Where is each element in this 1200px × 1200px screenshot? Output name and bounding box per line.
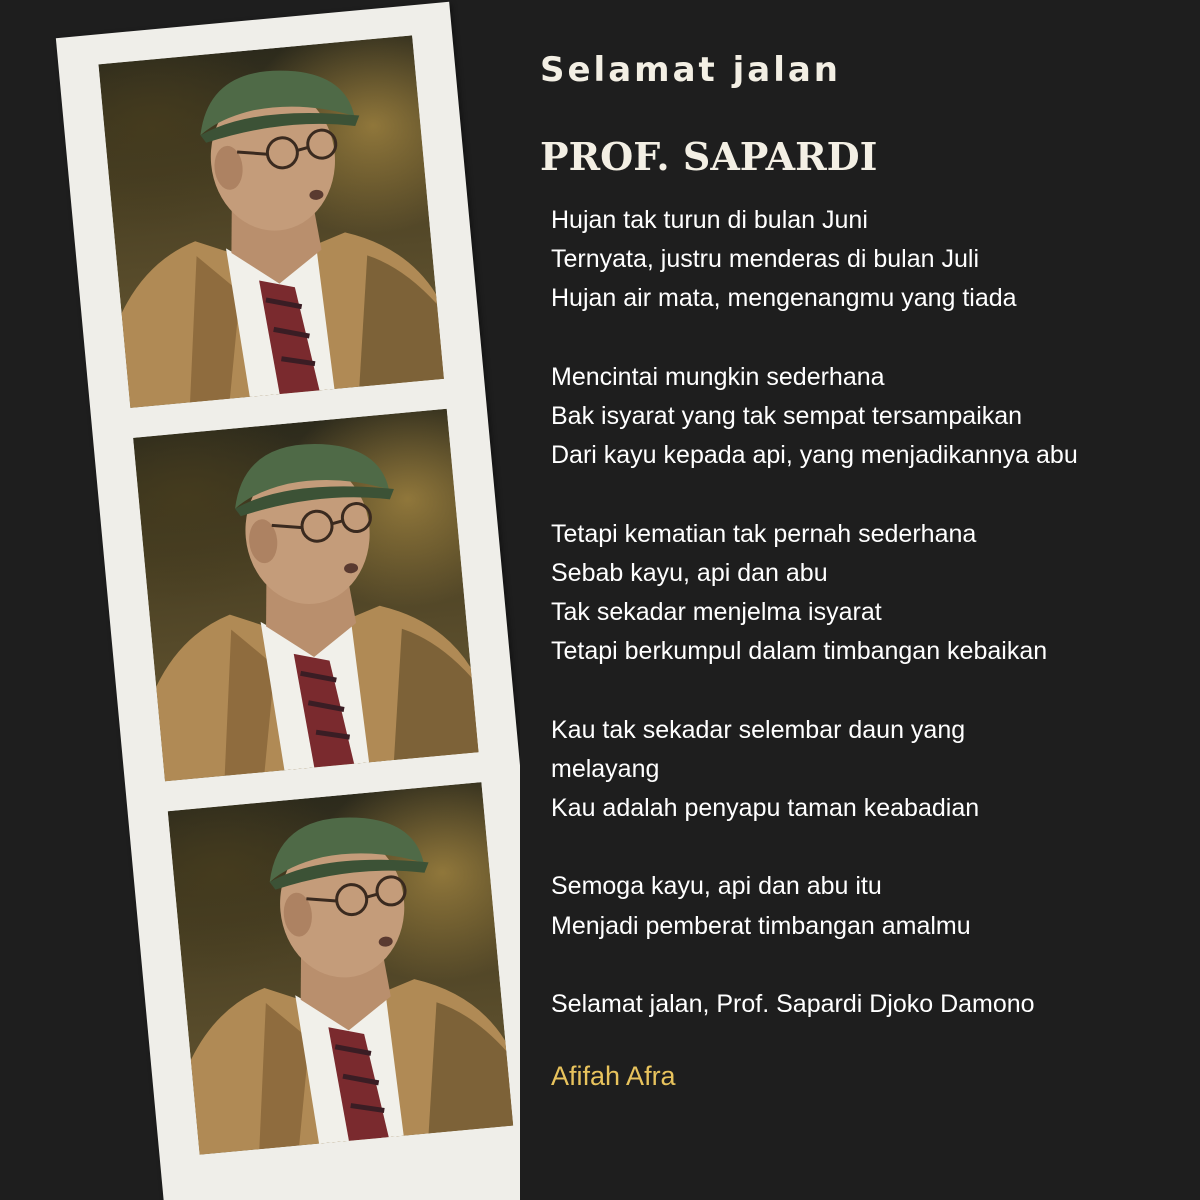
poem-stanza	[551, 985, 1171, 1024]
poem-line: Mencintai mungkin sederhana	[551, 362, 885, 391]
poem-line: Tetapi kematian tak pernah sederhana	[551, 519, 977, 548]
poem-stanza	[551, 867, 1171, 945]
author-signature: Afifah Afra	[551, 1061, 676, 1091]
poem-stanza	[551, 358, 1171, 476]
poem-line: Menjadi pemberat timbangan amalmu	[551, 911, 971, 940]
poem	[551, 201, 1171, 1063]
poem-line: Kau adalah penyapu taman keabadian	[551, 794, 980, 822]
photo-frame-3	[168, 782, 514, 1155]
poem-line: Tetapi berkumpul dalam timbangan kebaikan	[551, 637, 1048, 666]
heading-name: PROF. SAPARDI	[540, 134, 878, 179]
poem-stanza	[551, 711, 1171, 829]
poem-line: Bak isyarat yang tak sempat tersampaikan	[551, 402, 1023, 430]
photo-strip	[56, 2, 520, 1200]
poem-line: Kau tak sekadar selembar daun yang	[551, 715, 966, 744]
poem-stanza	[551, 201, 1171, 319]
photo-strip-area	[0, 0, 520, 1200]
poem-line: Tak sekadar menjelma isyarat	[551, 598, 882, 626]
poem-line: Dari kayu kepada api, yang menjadikannya abu	[551, 441, 1078, 470]
poem-line: Semoga kayu, api dan abu itu	[551, 872, 882, 901]
portrait-illustration	[133, 409, 479, 782]
poem-line: Selamat jalan, Prof. Sapardi Djoko Damono	[551, 989, 1035, 1018]
poem-line: melayang	[551, 754, 660, 783]
portrait-photo	[133, 409, 479, 782]
text-column	[540, 0, 1180, 1200]
poem-stanza	[551, 515, 1171, 672]
portrait-illustration	[98, 35, 444, 408]
poem-line: Ternyata, justru menderas di bulan Juli	[551, 245, 980, 274]
poem-line: Hujan air mata, mengenangmu yang tiada	[551, 284, 1017, 313]
photo-frame-2	[133, 409, 479, 782]
photo-frame-1	[98, 35, 444, 408]
portrait-photo	[168, 782, 514, 1155]
portrait-photo	[98, 35, 444, 408]
poem-line: Sebab kayu, api dan abu	[551, 558, 828, 587]
portrait-illustration	[168, 782, 514, 1155]
poem-line: Hujan tak turun di bulan Juni	[551, 206, 868, 234]
heading-farewell: Selamat jalan	[540, 50, 842, 90]
